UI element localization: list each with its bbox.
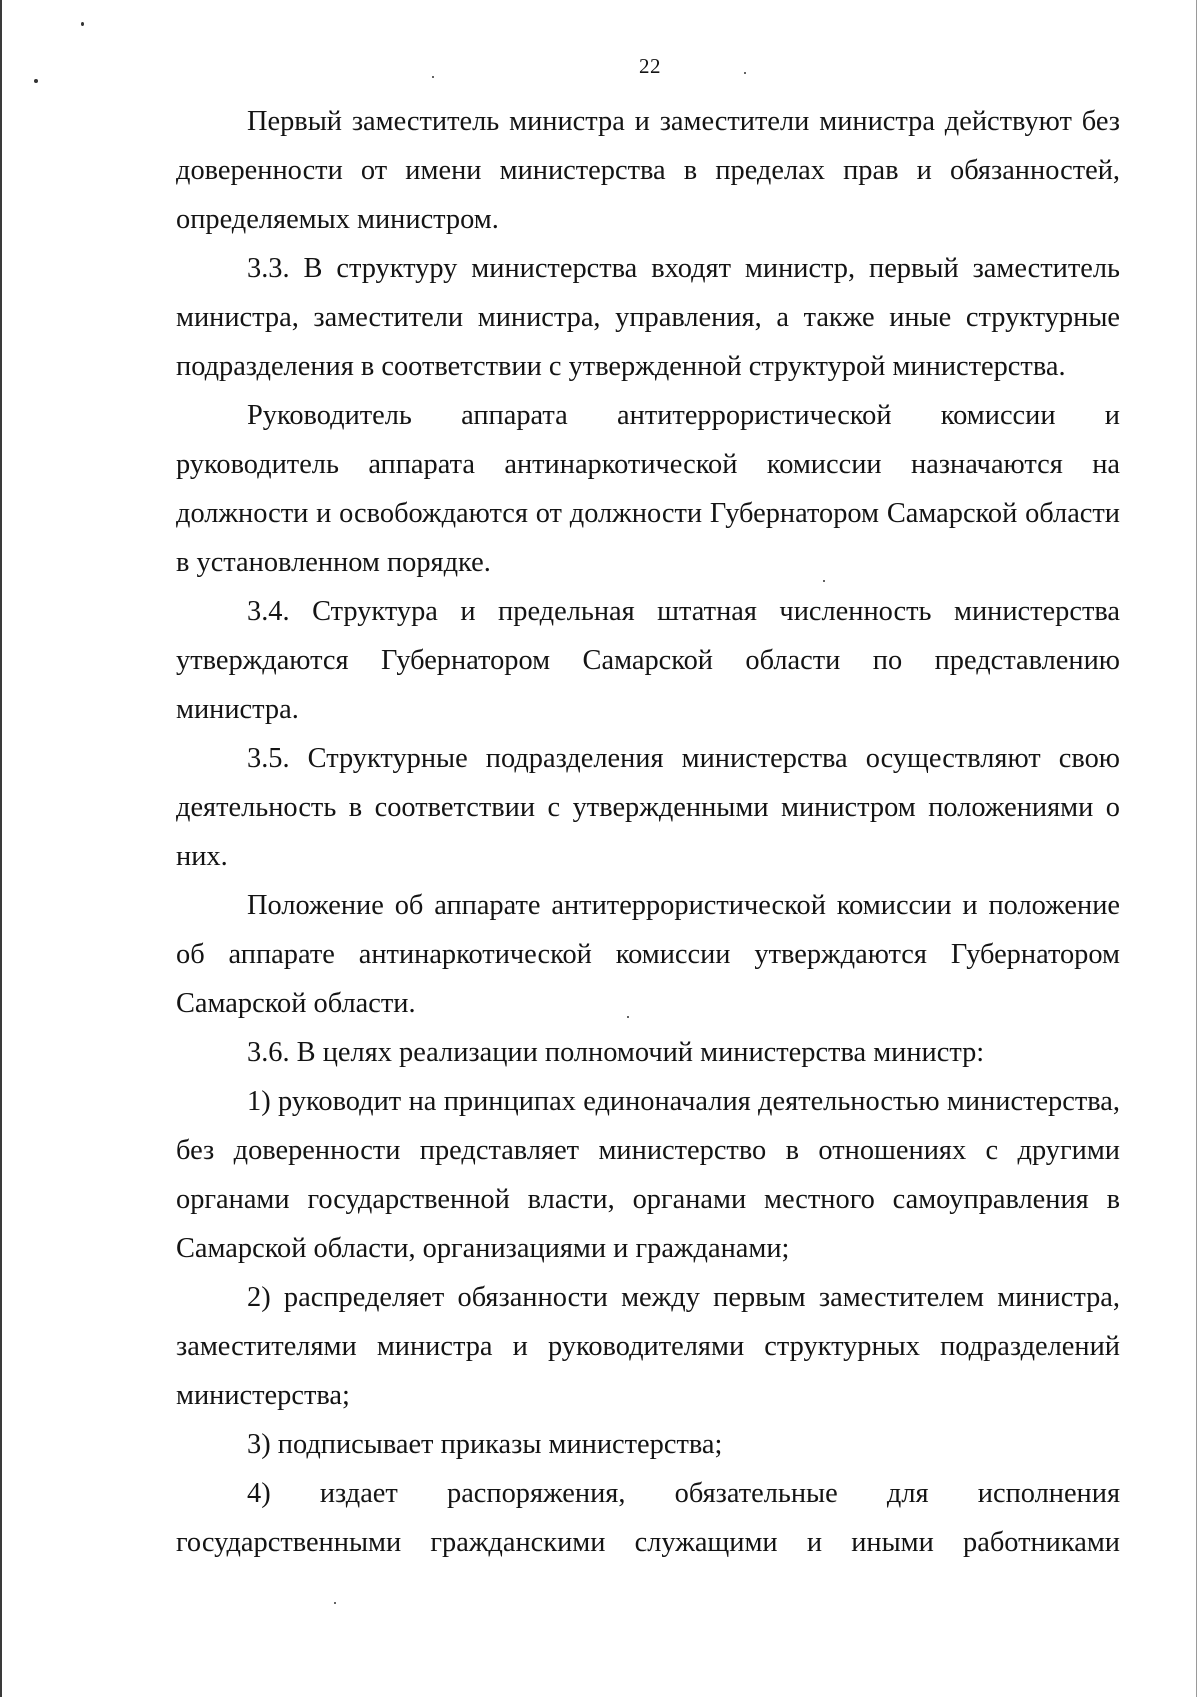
list-item-2: 2) распределяет обязанности между первым заместителем министра, заместителями министра и руководителями структурных подразделений министерства; [176, 1282, 1120, 1411]
list-item-1: 1) руководит на принципах единоначалия деятельностью министерства, без доверенности представляет министерство в отношениях с другими органами государственной власти, органами местного самоуправления в Самарской области, организациями и гражданами; [176, 1086, 1120, 1264]
scan-speck [34, 79, 38, 83]
scan-left-edge [0, 0, 2, 1697]
paragraph-3-3-structure: 3.3. В структуру министерства входят министр, первый заместитель министра, заместители министра, управления, а также иные структурные подразделения в соответствии с утвержденной структурой министерства. [176, 253, 1120, 382]
list-item-3: 3) подписывает приказы министерства; [247, 1429, 723, 1460]
scan-speck [334, 1602, 336, 1604]
scan-right-edge [1196, 0, 1197, 1697]
paragraph-3-5-units: 3.5. Структурные подразделения министерства осуществляют свою деятельность в соответствии с утвержденными министром положениями о них. [176, 743, 1120, 872]
paragraph-3-4-staffing: 3.4. Структура и предельная штатная численность министерства утверждаются Губернатором Самарской области по представлению министра. [176, 596, 1120, 725]
paragraph-commission-regulations: Положение об аппарате антитеррористической комиссии и положение об аппарате антинаркотической комиссии утверждаются Губернатором Самарской области. [176, 890, 1120, 1019]
paragraph-3-6-minister-powers: 3.6. В целях реализации полномочий министерства министр: [247, 1037, 985, 1068]
document-body [176, 97, 1120, 1567]
scan-speck [81, 22, 84, 26]
page-number: 22 [639, 54, 661, 78]
list-item-4: 4) издает распоряжения, обязательные для исполнения государственными гражданскими служащими и иными работниками [176, 1478, 1120, 1558]
paragraph-commission-heads: Руководитель аппарата антитеррористической комиссии и руководитель аппарата антинаркотической комиссии назначаются на должности и освобождаются от должности Губернатором Самарской области в установленном порядке. [176, 400, 1120, 578]
paragraph-deputies-authority: Первый заместитель министра и заместители министра действуют без доверенности от имени министерства в пределах прав и обязанностей, определяемых министром. [176, 106, 1120, 235]
